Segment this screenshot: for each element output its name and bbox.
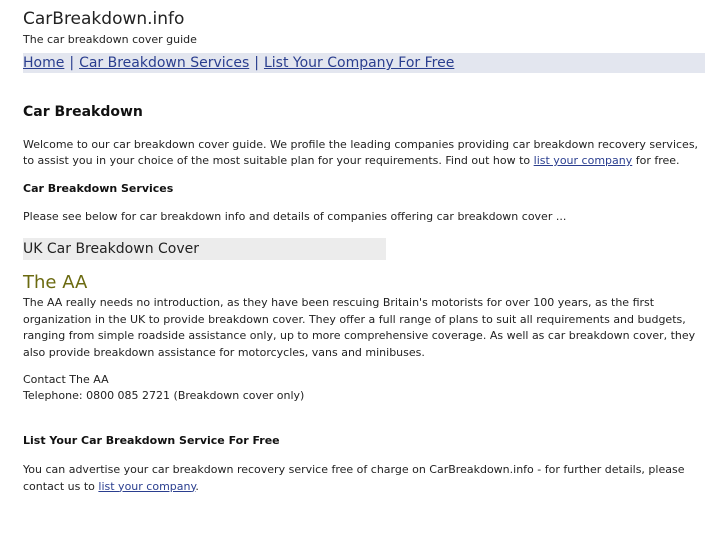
nav-link-home[interactable]: Home <box>23 55 65 71</box>
nav-separator: | <box>254 55 259 71</box>
intro-paragraph <box>23 137 705 169</box>
site-tagline: The car breakdown cover guide <box>23 33 197 46</box>
nav-separator: | <box>69 55 75 71</box>
company-contact-label: Contact The AA <box>23 373 109 386</box>
intro-text: Welcome to our car breakdown cover guide. We profile the leading companies providing car breakdown recovery services, to assist you in your choice of the most suitable plan for your requirements. Find out how to <box>23 138 699 167</box>
nav-link-list-your-company[interactable]: List Your Company For Free <box>263 55 455 71</box>
site-title: CarBreakdown.info <box>23 9 185 29</box>
services-heading: Car Breakdown Services <box>23 182 174 195</box>
advert-suffix: . <box>195 479 199 493</box>
nav-link-car-breakdown-services[interactable]: Car Breakdown Services <box>79 55 250 71</box>
company-title: The AA <box>23 272 88 293</box>
advert-text: You can advertise your car breakdown recovery service free of charge on CarBreakdown.info - for further details, please contact us to <box>23 463 685 493</box>
company-telephone: Telephone: 0800 085 2721 (Breakdown cover only) <box>23 389 305 402</box>
advert-paragraph <box>23 462 705 495</box>
company-description: The AA really needs no introduction, as they have been rescuing Britain's motorists for over 100 years, as the first organization in the UK to provide breakdown cover. They offer a full range of plans to suit all requirements and budgets, ranging from simple roadside assistance only, up to more comprehensive coverage. As well as car breakdown cover, they also provide breakdown assistance for motorcycles, vans and minibuses. <box>23 296 696 359</box>
advert-list-company-link[interactable]: list your company <box>98 479 196 493</box>
list-service-heading: List Your Car Breakdown Service For Free <box>23 434 280 447</box>
intro-list-company-link[interactable]: list your company <box>533 154 633 167</box>
intro-suffix: for free. <box>632 154 680 167</box>
services-description: Please see below for car breakdown info and details of companies offering car breakdown cover ... <box>23 210 567 223</box>
nav-bar <box>23 53 705 73</box>
page-heading: Car Breakdown <box>23 104 143 120</box>
section-bar-uk-cover: UK Car Breakdown Cover <box>23 238 386 260</box>
